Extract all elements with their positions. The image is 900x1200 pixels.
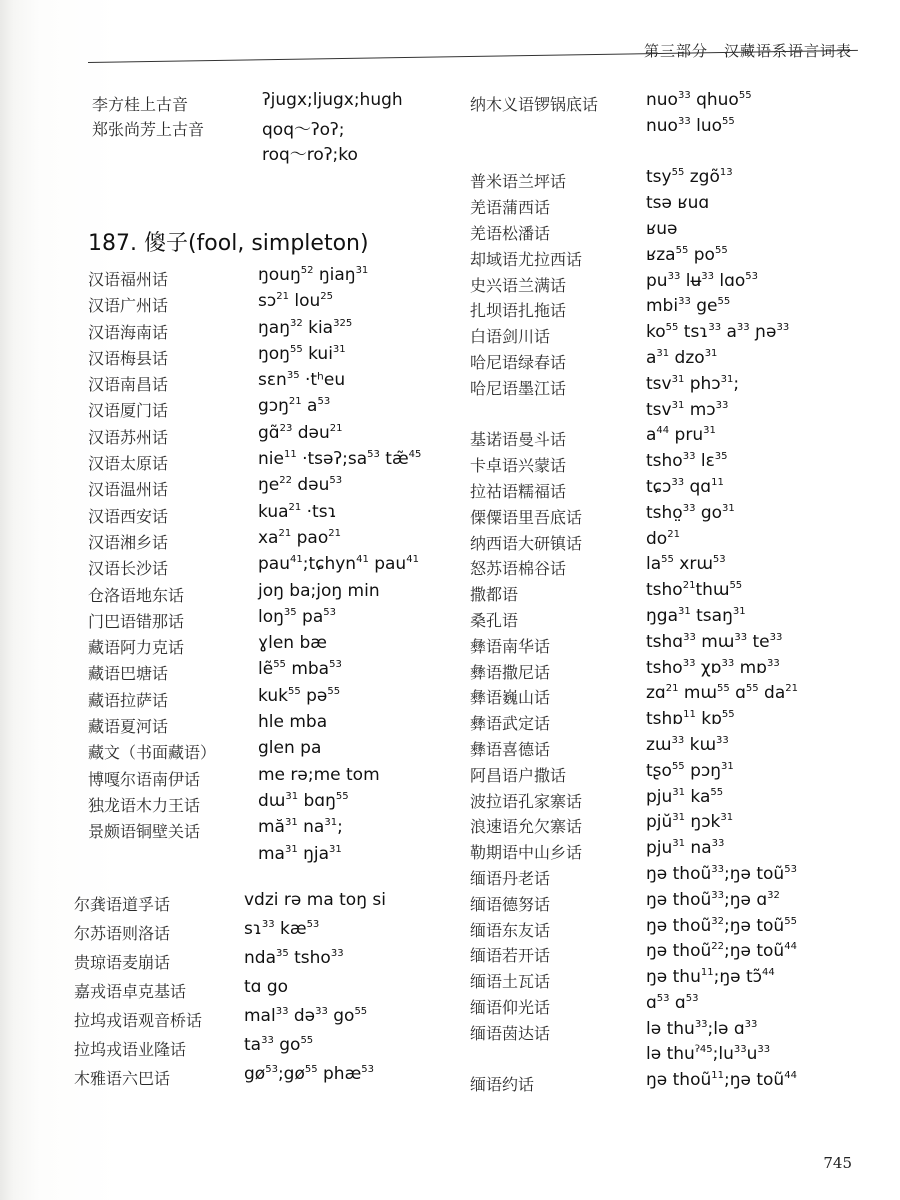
phonetic-form: $do^{21}$ [646, 528, 680, 549]
phonetic-form: tshɑ$^{33}$ mɯ$^{33}$ $te^{33}$ [646, 631, 783, 652]
phonetic-form: nda$^{35}$ tsho$^{33}$ [244, 948, 344, 968]
entry-row [470, 967, 870, 993]
entry-row [88, 449, 448, 475]
entry-row [470, 683, 870, 709]
entry-row [74, 1035, 454, 1064]
entry-row [88, 738, 448, 764]
entry-row [470, 529, 870, 555]
language-name: 汉语湘乡话 [88, 532, 169, 552]
entry-row [470, 271, 870, 297]
entry-row [470, 735, 870, 761]
language-name: 浪速语允欠寨话 [470, 817, 583, 837]
language-name: 汉语太原话 [88, 454, 169, 474]
entry-row [470, 890, 870, 916]
phonetic-form: ŋə thoũ$^{22}$;ŋə toũ$^{44}$ [646, 941, 797, 962]
row-gap [470, 142, 870, 168]
phonetic-form: sɿ$^{33}$ $kæ^{53}$ [244, 919, 320, 939]
phonetic-form: mbi$^{33}$ $ge^{55}$ [646, 296, 731, 317]
entry-row [470, 709, 870, 735]
phonetic-form: tsho̤$^{33}$ $go^{31}$ [646, 502, 735, 523]
entry-row [88, 844, 448, 870]
phonetic-form: tɕɔ$^{33}$ qɑ$^{11}$ [646, 476, 724, 497]
phonetic-form: $xa^{21}$ pao$^{21}$ [258, 527, 341, 548]
entry-row [88, 765, 448, 791]
entry-row [470, 193, 870, 219]
entry-row [470, 503, 870, 529]
entry-row [74, 890, 454, 919]
phonetic-form: nuo$^{33}$ luo$^{55}$ [646, 115, 735, 136]
phonetic-form: ʔjugx;ljugx;hugh [262, 90, 403, 110]
language-name: 彝语武定话 [470, 714, 551, 734]
phonetic-form: sɛn$^{35}$ ·tʰeu [258, 370, 346, 391]
entry-row [88, 475, 448, 501]
left-column-main [88, 265, 448, 870]
phonetic-form: ŋə thoũ$^{11}$;ŋə toũ$^{44}$ [646, 1070, 797, 1091]
language-name: 彝语巍山话 [470, 688, 551, 708]
language-name: 彝语南华话 [470, 636, 551, 656]
language-name: 汉语南昌话 [88, 375, 169, 395]
entry-row [470, 916, 870, 942]
language-name: 独龙语木力王话 [88, 795, 201, 815]
phonetic-form: pjŭ$^{31}$ ŋɔk$^{31}$ [646, 812, 734, 833]
language-name: 缅语土瓦话 [470, 972, 551, 992]
phonetic-form: ŋə thoũ$^{33}$;ŋə toũ$^{53}$ [646, 863, 797, 884]
entry-row [470, 400, 870, 426]
entry-row [470, 606, 870, 632]
language-name: 缅语茵达话 [470, 1023, 551, 1043]
language-name: 白语剑川话 [470, 327, 551, 347]
phonetic-form: tɑ go [244, 977, 289, 997]
entry-row [470, 812, 870, 838]
language-name: 史兴语兰满话 [470, 275, 567, 295]
phonetic-form: tsho$^{33}$ χɒ$^{33}$ mɒ$^{33}$ [646, 657, 780, 678]
phonetic-form: $a^{44}$ pru$^{31}$ [646, 425, 716, 446]
right-column [470, 90, 870, 1096]
phonetic-form: pju$^{31}$ $ka^{55}$ [646, 786, 724, 807]
phonetic-form: kuk$^{55}$ pə$^{55}$ [258, 685, 341, 706]
language-name: 汉语梅县话 [88, 348, 169, 368]
entry-row [470, 632, 870, 658]
language-name: 藏文（书面藏语） [88, 743, 217, 763]
language-name: 博嘎尔语南伊话 [88, 769, 201, 789]
phonetic-form: mal$^{33}$ də$^{33}$ $go^{55}$ [244, 1006, 368, 1026]
entry-row [470, 477, 870, 503]
phonetic-form: ŋə thoũ$^{33}$;ŋə ɑ$^{32}$ [646, 889, 780, 910]
phonetic-form: ŋaŋ$^{32}$ kia$^{325}$ [258, 317, 353, 338]
language-name: 纳西语大研镇话 [470, 533, 583, 553]
phonetic-form: zɯ$^{33}$ kɯ$^{33}$ [646, 734, 729, 755]
running-header: 第三部分 汉藏语系语言词表 [643, 42, 852, 60]
language-name: 桑孔语 [470, 610, 519, 630]
phonetic-form: gɑ̃$^{23}$ dəu$^{21}$ [258, 422, 343, 443]
language-name: 尔苏语则洛话 [74, 924, 171, 943]
phonetic-form: kua$^{21}$ ·tsɿ [258, 501, 337, 522]
phonetic-form: dɯ$^{31}$ bɑŋ$^{55}$ [258, 790, 349, 811]
phonetic-form: ŋə thu$^{11}$;ŋə tɔ̃$^{44}$ [646, 967, 775, 988]
language-name: 景颇语铜壁关话 [88, 822, 201, 842]
phonetic-form: lẽ$^{55}$ mba$^{53}$ [258, 659, 342, 680]
language-name: 波拉语孔家寨话 [470, 791, 583, 811]
entry-row [88, 817, 448, 843]
phonetic-form: ɣlen bæ [258, 633, 327, 654]
language-name: 哈尼语绿春话 [470, 352, 567, 372]
language-name: 汉语厦门话 [88, 401, 169, 421]
entry-row [470, 864, 870, 890]
entry-row [470, 1044, 870, 1070]
phonetic-form: qoq～ʔoʔ; [262, 120, 345, 140]
language-name: 基诺语曼斗话 [470, 430, 567, 450]
language-name: 卡卓语兴蒙话 [470, 456, 567, 476]
language-name: 藏语夏河话 [88, 717, 169, 737]
language-name: 门巴语错那话 [88, 611, 185, 631]
left-column-bottom [74, 890, 454, 1093]
phonetic-form: ŋoŋ$^{55}$ kui$^{31}$ [258, 343, 346, 364]
entry-row [470, 451, 870, 477]
language-name: 缅语德努话 [470, 894, 551, 914]
entry-row [88, 554, 448, 580]
phonetic-form: $ta^{33}$ $go^{55}$ [244, 1035, 314, 1055]
entry-row [470, 322, 870, 348]
language-name: 缅语丹老话 [470, 868, 551, 888]
language-name: 彝语喜德话 [470, 739, 551, 759]
phonetic-form: pau$^{41}$;tɕhyn$^{41}$ pau$^{41}$ [258, 554, 419, 575]
entry-row [470, 838, 870, 864]
phonetic-form: sɔ$^{21}$ lou$^{25}$ [258, 291, 333, 312]
entry-row [88, 581, 448, 607]
entry-row [74, 919, 454, 948]
language-name: 缅语约话 [470, 1075, 535, 1095]
phonetic-form: lə $thu^{ʔ45};lu^{33}u^{33}$ [646, 1044, 771, 1065]
phonetic-form: me rə;me tom [258, 764, 380, 785]
phonetic-form: $la^{55}$ xrɯ$^{53}$ [646, 554, 726, 575]
entry-row [88, 607, 448, 633]
entry-row [470, 580, 870, 606]
entry-row [74, 948, 454, 977]
language-name: 缅语若开话 [470, 946, 551, 966]
language-name: 郑张尚芳上古音 [92, 120, 205, 139]
language-name: 怒苏语棉谷话 [470, 559, 567, 579]
language-name: 汉语福州话 [88, 270, 169, 289]
phonetic-form: ʁza$^{55}$ $po^{55}$ [646, 244, 728, 265]
entry-row [470, 167, 870, 193]
entry-row [88, 370, 448, 396]
phonetic-form: gɔŋ$^{21}$ $a^{53}$ [258, 396, 331, 417]
entry-row [470, 296, 870, 322]
entry-row [470, 374, 870, 400]
entry-row [92, 140, 452, 165]
entry-row [88, 318, 448, 344]
entry-row [88, 291, 448, 317]
entry-row [470, 941, 870, 967]
entry-row [74, 977, 454, 1006]
entry-row [470, 761, 870, 787]
phonetic-form: ŋə thoũ$^{32}$;ŋə toũ$^{55}$ [646, 915, 797, 936]
entry-row [88, 686, 448, 712]
entry-row [470, 658, 870, 684]
language-name: 羌语松潘话 [470, 223, 551, 243]
language-name: 普米语兰坪话 [470, 172, 567, 192]
language-name: 撒都语 [470, 585, 519, 605]
phonetic-form: tsy$^{55}$ zgõ$^{13}$ [646, 167, 733, 188]
language-name: 哈尼语墨江话 [470, 378, 567, 398]
phonetic-form: joŋ ba;joŋ min [258, 580, 380, 601]
entry-row [470, 425, 870, 451]
entry-row [88, 528, 448, 554]
phonetic-form: ŋouŋ$^{52}$ ŋiaŋ$^{31}$ [258, 265, 369, 285]
phonetic-form: hle mba [258, 712, 328, 733]
phonetic-form: $pu^{33}$ lʉ$^{33}$ lɑo$^{53}$ [646, 270, 759, 291]
phonetic-form: ŋga$^{31}$ tsaŋ$^{31}$ [646, 605, 746, 626]
language-name: 拉坞戎语观音桥话 [74, 1011, 203, 1030]
phonetic-form: tʂo$^{55}$ pɔŋ$^{31}$ [646, 760, 734, 781]
section-title: 187. 傻子(fool, simpleton) [88, 231, 369, 256]
entry-row [74, 1064, 454, 1093]
language-name: 尔龚语道孚话 [74, 895, 171, 914]
language-name: 木雅语六巴话 [74, 1069, 171, 1088]
language-name: 汉语温州话 [88, 480, 169, 500]
entry-row [470, 348, 870, 374]
language-name: 却域语尤拉西话 [470, 249, 583, 269]
entry-row [470, 787, 870, 813]
phonetic-form: lə thu$^{33}$;lə ɑ$^{33}$ [646, 1018, 758, 1039]
entry-row [88, 423, 448, 449]
language-name: 勒期语中山乡话 [470, 843, 583, 863]
phonetic-form: tsho$^{21}$thɯ$^{55}$ [646, 580, 743, 601]
entry-row [470, 245, 870, 271]
entry-row [470, 554, 870, 580]
language-name: 汉语广州话 [88, 296, 169, 316]
phonetic-form: tsv$^{31}$ mɔ$^{33}$ [646, 399, 729, 420]
entry-row [88, 633, 448, 659]
phonetic-form: pju$^{31}$ $na^{33}$ [646, 838, 725, 859]
language-name: 汉语海南话 [88, 322, 169, 342]
phonetic-form: $mă^{31}$ $na^{31}$; [258, 817, 343, 838]
language-name: 藏语巴塘话 [88, 664, 169, 684]
language-name: 汉语西安话 [88, 506, 169, 526]
entry-row [470, 1019, 870, 1045]
entry-row [470, 1070, 870, 1096]
phonetic-form: vdzi rə ma toŋ si [244, 890, 386, 910]
entry-row [88, 396, 448, 422]
phonetic-form: $ma^{31}$ ŋja$^{31}$ [258, 843, 342, 864]
language-name: 缅语仰光话 [470, 997, 551, 1017]
phonetic-form: nuo$^{33}$ qhuo$^{55}$ [646, 90, 752, 110]
entry-row [88, 791, 448, 817]
language-name: 汉语长沙话 [88, 559, 169, 579]
language-name: 傈僳语里吾底话 [470, 507, 583, 527]
phonetic-form: tsv$^{31}$ phɔ$^{31}$; [646, 373, 740, 394]
phonetic-form: $ko^{55}$ tsɿ$^{33}$ $a^{33}$ ɲə$^{33}$ [646, 322, 790, 343]
phonetic-form: zɑ$^{21}$ mɯ$^{55}$ ɑ$^{55}$ $da^{21}$ [646, 683, 799, 704]
entry-row [470, 116, 870, 142]
entry-row [88, 712, 448, 738]
language-name: 拉坞戎语业隆话 [74, 1040, 187, 1059]
entry-row [92, 115, 452, 140]
language-name: 扎坝语扎拖话 [470, 301, 567, 321]
language-name: 拉祜语糯福话 [470, 481, 567, 501]
language-name: 藏语阿力克话 [88, 638, 185, 658]
phonetic-form: tsə ʁuɑ [646, 193, 710, 214]
language-name: 纳木义语锣锅底话 [470, 95, 599, 114]
left-column-top [92, 90, 452, 165]
phonetic-form: loŋ$^{35}$ $pa^{53}$ [258, 606, 336, 627]
entry-row [470, 90, 870, 116]
phonetic-form: glen pa [258, 738, 322, 759]
phonetic-form: tshɒ$^{11}$ kɒ$^{55}$ [646, 709, 735, 730]
entry-row [74, 1006, 454, 1035]
language-name: 藏语拉萨话 [88, 690, 169, 710]
language-name: 嘉戎语卓克基话 [74, 982, 187, 1001]
language-name: 阿昌语户撒话 [470, 765, 567, 785]
phonetic-form: $nie^{11} \cdot tsəʔ;sa^{53}$ tæ̃$^{45}$ [258, 449, 422, 470]
language-name: 羌语蒲西话 [470, 198, 551, 218]
language-name: 仓洛语地东话 [88, 585, 185, 605]
language-name: 缅语东友话 [470, 920, 551, 940]
phonetic-form: ɑ$^{53}$ ɑ$^{53}$ [646, 992, 699, 1013]
phonetic-form: $a^{31}$ dzo$^{31}$ [646, 347, 718, 368]
phonetic-form: roq～roʔ;ko [262, 145, 358, 165]
entry-row [92, 90, 452, 115]
entry-row [88, 344, 448, 370]
language-name: 汉语苏州话 [88, 427, 169, 447]
phonetic-form: ʁuə [646, 218, 678, 239]
phonetic-form: tsho$^{33}$ lɛ$^{35}$ [646, 451, 728, 472]
language-name: 彝语撒尼话 [470, 662, 551, 682]
page-number: 745 [823, 1154, 852, 1172]
language-name: 贵琼语麦崩话 [74, 953, 171, 972]
entry-row [470, 993, 870, 1019]
phonetic-form: $gø^{53};gø^{55}$ phæ$^{53}$ [244, 1064, 374, 1084]
entry-row [88, 265, 448, 291]
entry-row [470, 219, 870, 245]
phonetic-form: $ŋe^{22}$ dəu$^{53}$ [258, 475, 343, 496]
language-name: 李方桂上古音 [92, 95, 189, 114]
entry-row [88, 502, 448, 528]
entry-row [88, 659, 448, 685]
